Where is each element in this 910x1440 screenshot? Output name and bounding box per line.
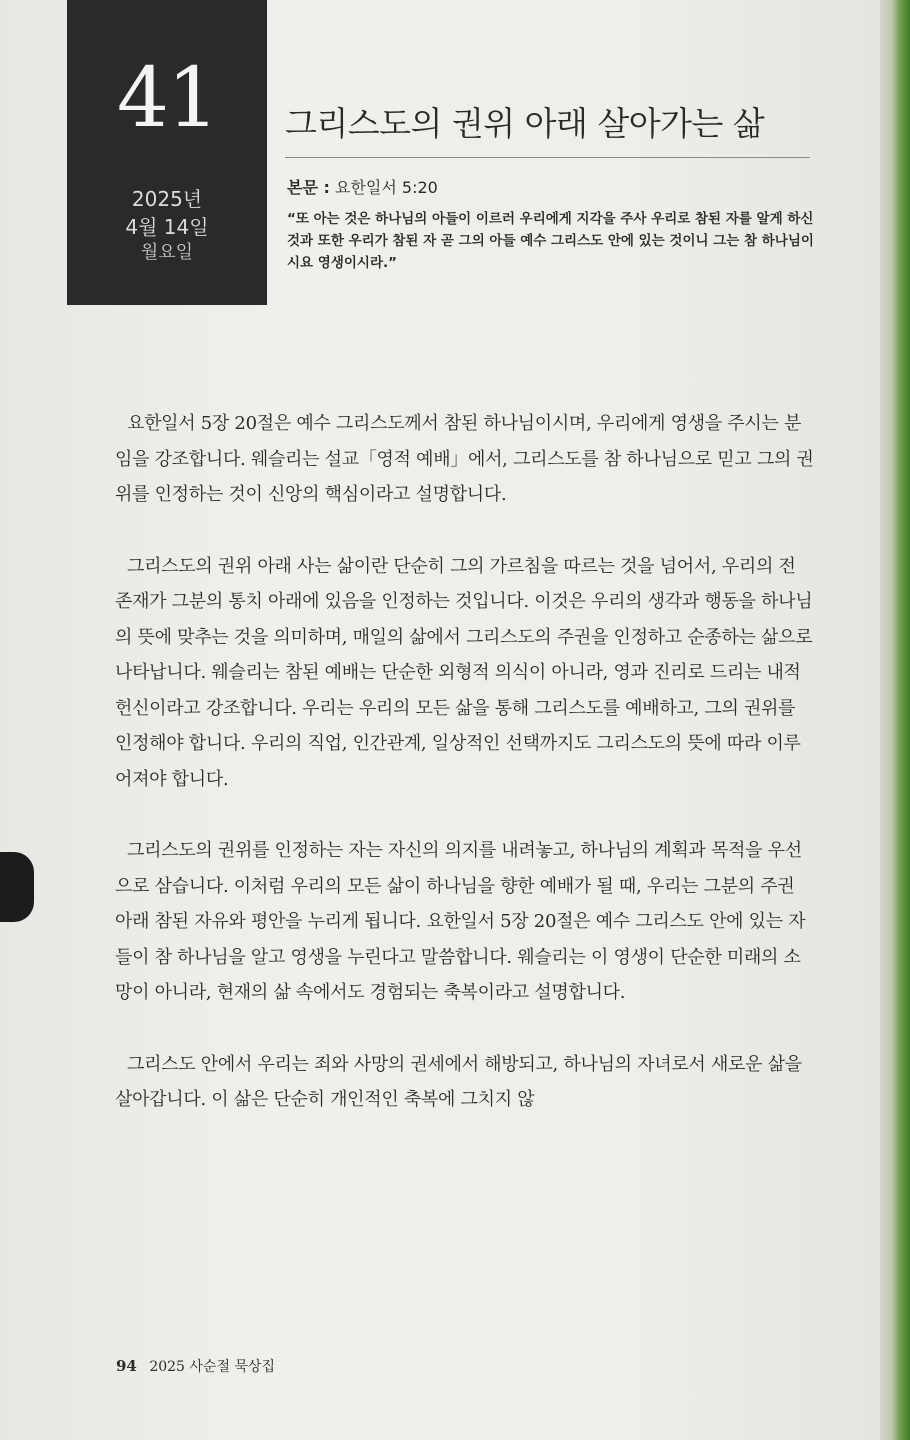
scripture-label: 본문 : (287, 178, 330, 197)
date-month-day: 4월 14일 (125, 215, 209, 239)
paragraph: 그리스도의 권위 아래 사는 삶이란 단순히 그의 가르침을 따르는 것을 넘어서, 우리의 전 존재가 그분의 통치 아래에 있음을 인정하는 것입니다. 이것은 우리의 생각과 행동을 하나님의 뜻에 맞추는 것을 의미하며, 매일의 삶에서 그리스도의 주권을 인정하고 순종하는 삶으로 나타납니다. 웨슬리는 참된 예배는 단순한 외형적 의식이 아니라, 영과 진리로 드리는 내적 헌신이라고 강조합니다. 우리는 우리의 모든 삶을 통해 그리스도를 예배하고, 그의 권위를 인정해야 합니다. 우리의 직업, 인간관계, 일상적인 선택까지도 그리스도의 뜻에 따라 이루어져야 합니다. (115, 555, 813, 790)
scripture-reference (287, 175, 438, 198)
page-footer (116, 1356, 275, 1376)
page-title: 그리스도의 권위 아래 살아가는 삶 (285, 104, 765, 143)
date-weekday: 월요일 (140, 242, 194, 263)
paragraph: 요한일서 5장 20절은 예수 그리스도께서 참된 하나님이시며, 우리에게 영생을 주시는 분임을 강조합니다. 웨슬리는 설교「영적 예배」에서, 그리스도를 참 하나님으로 믿고 그의 권위를 인정하는 것이 신앙의 핵심이라고 설명합니다. (115, 413, 814, 505)
day-number: 41 (116, 51, 218, 146)
date-block (67, 0, 267, 305)
binder-clip (0, 852, 34, 922)
paragraph: 그리스도의 권위를 인정하는 자는 자신의 의지를 내려놓고, 하나님의 계획과 목적을 우선으로 삼습니다. 이처럼 우리의 모든 삶이 하나님을 향한 예배가 될 때, 우리는 그분의 주권 아래 참된 자유와 평안을 누리게 됩니다. 요한일서 5장 20절은 예수 그리스도 안에 있는 자들이 참 하나님을 알고 영생을 누린다고 말씀합니다. 웨슬리는 이 영생이 단순한 미래의 소망이 아니라, 현재의 삶 속에서도 경험되는 축복이라고 설명합니다. (115, 840, 806, 1003)
page-number: 94 (116, 1357, 137, 1375)
scripture-quote: “또 아는 것은 하나님의 아들이 이르러 우리에게 지각을 주사 우리로 참된 자를 알게 하신 것과 또한 우리가 참된 자 곧 그의 아들 예수 그리스도 안에 있는 것이니 그는 참 하나님이시요 영생이시라.” (287, 211, 814, 271)
body-text (115, 406, 815, 1154)
paragraph: 그리스도 안에서 우리는 죄와 사망의 권세에서 해방되고, 하나님의 자녀로서 새로운 삶을 살아갑니다. 이 삶은 단순히 개인적인 축복에 그치지 않 (115, 1053, 802, 1110)
scripture-ref-text: 요한일서 5:20 (334, 178, 438, 197)
book-title: 2025 사순절 묵상집 (149, 1359, 276, 1375)
date-year: 2025년 (131, 187, 203, 211)
page-edge (880, 0, 910, 1440)
title-divider (285, 157, 810, 158)
